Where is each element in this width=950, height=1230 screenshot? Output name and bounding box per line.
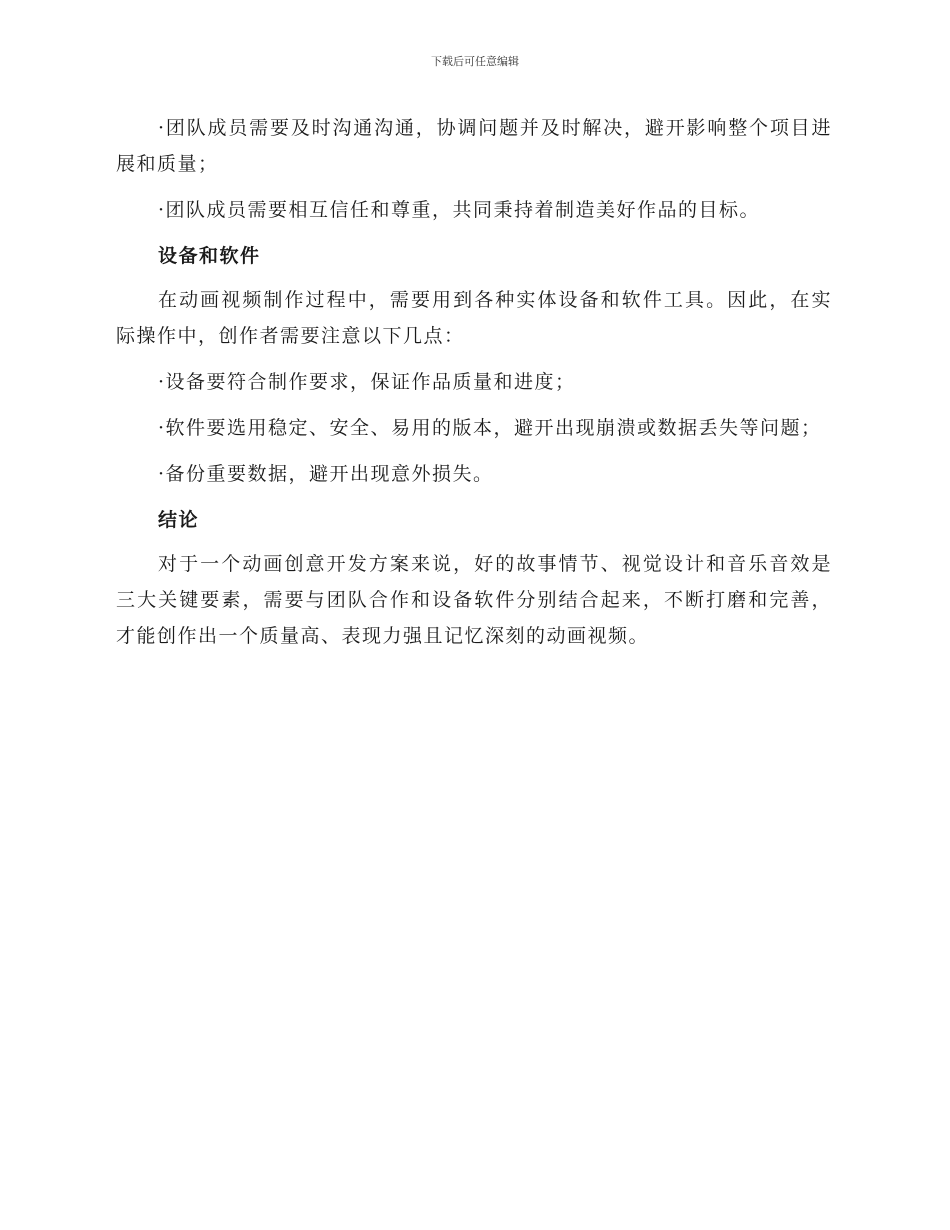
bullet-paragraph-backup: ·备份重要数据，避开出现意外损失。 <box>158 463 494 485</box>
bullet-paragraph-communication: ·团队成员需要及时沟通沟通，协调问题并及时解决，避开影响整个项目进展和质量； <box>116 117 832 175</box>
bullet-paragraph-software: ·软件要选用稳定、安全、易用的版本，避开出现崩溃或数据丢失等问题； <box>158 417 822 439</box>
bullet-paragraph-equipment: ·设备要符合制作要求，保证作品质量和进度； <box>158 371 576 393</box>
bullet-paragraph-trust: ·团队成员需要相互信任和尊重，共同秉持着制造美好作品的目标。 <box>158 199 761 221</box>
page-header: 下载后可任意编辑 <box>431 55 519 68</box>
section-heading-equipment-software: 设备和软件 <box>158 245 261 267</box>
section-heading-conclusion: 结论 <box>158 509 200 531</box>
paragraph-equipment-intro: 在动画视频制作过程中，需要用到各种实体设备和软件工具。因此，在实际操作中，创作者需要注意以下几点： <box>116 289 832 347</box>
paragraph-conclusion: 对于一个动画创意开发方案来说，好的故事情节、视觉设计和音乐音效是三大关键要素，需要与团队合作和设备软件分别结合起来，不断打磨和完善，才能创作出一个质量高、表现力强且记忆深刻的动画视频。 <box>116 553 832 647</box>
document-body <box>116 110 832 664</box>
